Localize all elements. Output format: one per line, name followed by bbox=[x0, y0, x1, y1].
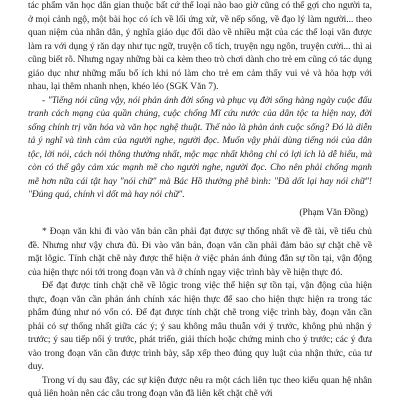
document-page bbox=[28, 0, 372, 400]
quote-source: (Phạm Văn Đồng) bbox=[299, 207, 368, 218]
paragraph-1: tác phẩm văn học dân gian thuộc bất cứ thể loại nào bao giờ cũng có thể gợi cho người ta, ở mọi cảnh ngộ, một bài học có ích về lối ứng xử, về nếp sống, về đạo lý làm người... theo quan niệm của nhân dân, ý nghĩa giáo dục đối dào về nhiều mặt của các thể loại văn được làm ra với dụng ý răn dạy như tục ngữ, truyện cổ tích, truyện ngụ ngôn, truyện cười... thì ai cũng biết rõ. Nhưng ngay những bài ca kèm theo trò chơi dành cho trẻ em cũng có tác dụng giáo dục như những mẩu bổ ích khi nó làm cho trẻ em cảm thấy vui vẻ và hòa hợp với nhau, lại thêm nhanh nhẹn, khéo léo (SGK Văn 7). bbox=[28, 1, 372, 92]
paragraph-5: Trong ví dụ sau đây, các sự kiện được nêu ra một cách liên tục theo kiểu quan hệ nhân quả liên hoàn nên các câu trong đoạn văn đã liên kết chặt chẽ với bbox=[28, 375, 372, 399]
quote-block bbox=[28, 95, 372, 203]
paragraph-2-quote: - "Tiếng nói cũng vậy, nói phản ánh đời sống và phục vụ đời sống hàng ngày cuộc đấu tranh cách mạng của quần chúng, cuộc chống Mĩ cứu nước của dân tộc ta hiện nay, đời sống chính trị văn hóa và văn học nghệ thuật. Thế nào là phản ánh cuộc sống? Đó là diễn tả ý nghĩ và tình cảm của người nghe, người đọc. Muốn vậy phải dùng tiếng nói của dân tộc, lời nói, cách nói thông thường nhất, mộc mạc nhất không chỉ có lợi ích là dễ hiểu, mà còn có thể gây cảm xúc mạnh mẽ cho người nghe, người đọc. Cho nên phải chống mạnh mẽ hơn nữa cái tật hay "nói chữ" mà Bác Hồ thường phê bình: "Đã dốt lại hay nói chữ"! "Đúng quá, chính vì dốt mà hay nói chữ". bbox=[28, 95, 372, 200]
paragraph-4: Để đạt được tính chặt chẽ về lôgic trong việc thể hiện sự tồn tại, vận động của hiện thực, đoạn văn cần phản ánh chính xác hiện thực để sao cho hiện thực hiện ra trong tác phẩm đúng như nó vốn có. Để đạt được tính chặt chẽ trong việc trình bày, đoạn văn cần phải có sự thống nhất giữa các ý; ý sau không mâu thuẫn với ý trước, không phủ nhận ý trước; ý sau tiếp nối ý trước, phát triển, giải thích hoặc chứng minh cho ý trước; các ý đưa vào trong đoạn văn cần được trình bày, sắp xếp theo đúng quy luật của nhận thức, của tư duy. bbox=[28, 281, 372, 372]
paragraph-3: * Đoạn văn khi đi vào văn bản cần phải đạt được sự thống nhất về đề tài, về tiểu chủ đề. Nhưng như vậy chưa đủ. Đi vào văn bản, đoạn văn cần phải đảm bảo sự chặt chẽ về mặt lôgic. Tính chặt chẽ này được thể hiện ở việc phản ánh đúng đắn sự tồn tại, vận động của hiện thực nói tới trong đoạn văn và ở chính ngay việc trình bày về hiện thực đó. bbox=[28, 227, 372, 278]
